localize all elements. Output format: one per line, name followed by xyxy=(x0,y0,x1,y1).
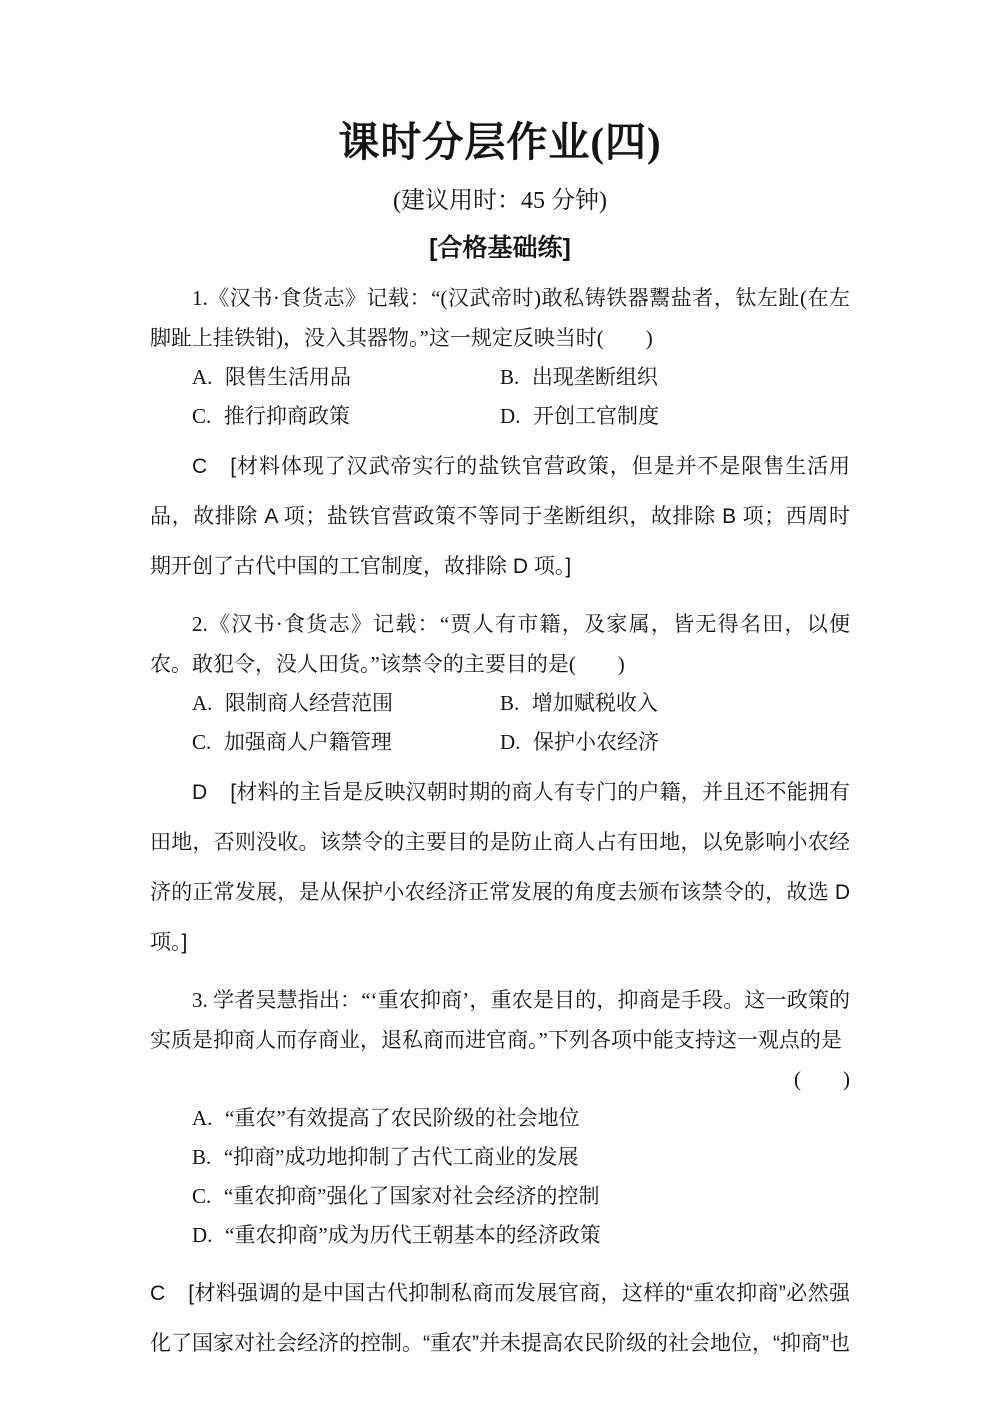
option-text: 增加赋税收入 xyxy=(531,691,658,715)
option-row xyxy=(150,397,850,436)
option-row xyxy=(150,358,850,397)
option-label: D. xyxy=(500,730,521,754)
option-text: 限制商人经营范围 xyxy=(225,691,394,715)
question-stem: 2.《汉书·食货志》记载：“贾人有市籍，及家属，皆无得名田，以便农。敢犯令，没人田货。”该禁令的主要目的是( ) xyxy=(150,612,850,676)
answer-explanation xyxy=(150,1269,850,1369)
option-label: A. xyxy=(192,1106,213,1130)
question-options xyxy=(150,1099,850,1255)
option-text: “抑商”成功地抑制了古代工商业的发展 xyxy=(223,1145,579,1169)
option-label: B. xyxy=(192,1145,212,1169)
question-stem: 3. 学者吴慧指出：“‘重农抑商’，重农是目的，抑商是手段。这一政策的实质是抑商人而存商业，退私商而进官商。”下列各项中能支持这一观点的是 xyxy=(150,988,850,1052)
option-text: “重农抑商”成为历代王朝基本的经济政策 xyxy=(225,1223,601,1247)
option-label: B. xyxy=(500,365,520,389)
option-label: D. xyxy=(500,404,521,428)
answer-letter: C xyxy=(192,455,208,478)
option-c xyxy=(150,723,500,762)
option-text: 出现垄断组织 xyxy=(531,365,658,389)
option-label: C. xyxy=(192,1184,212,1208)
option-d xyxy=(500,723,850,762)
option-b xyxy=(500,684,850,723)
option-label: C. xyxy=(192,730,212,754)
answer-blank-parentheses: ( ) xyxy=(794,1067,850,1091)
option-text: 保护小农经济 xyxy=(533,730,660,754)
option-label: B. xyxy=(500,691,520,715)
page-title: 课时分层作业(四) xyxy=(338,119,662,165)
answer-explanation xyxy=(150,768,850,968)
option-label: D. xyxy=(192,1223,213,1247)
option-text: 开创工官制度 xyxy=(533,404,660,428)
answer-letter: D xyxy=(192,781,208,804)
question-2 xyxy=(150,604,850,968)
option-text: 推行抑商政策 xyxy=(223,404,350,428)
section-label: [合格基础练] xyxy=(429,234,571,262)
option-a xyxy=(150,1099,850,1138)
option-b xyxy=(500,358,850,397)
option-label: A. xyxy=(192,365,213,389)
option-text: 限售生活用品 xyxy=(225,365,352,389)
option-d xyxy=(150,1216,850,1255)
option-text: “重农”有效提高了农民阶级的社会地位 xyxy=(225,1106,580,1130)
answer-text: [材料强调的是中国古代抑制私商而发展官商，这样的“重农抑商”必然强化了国家对社会经济的控制。“重农”并未提高农民阶级的社会地位，“抑商”也 xyxy=(150,1282,850,1355)
option-text: 加强商人户籍管理 xyxy=(223,730,392,754)
question-options xyxy=(150,684,850,762)
answer-text: [材料的主旨是反映汉朝时期的商人有专门的户籍，并且还不能拥有田地，否则没收。该禁令的主要目的是防止商人占有田地，以免影响小农经济的正常发展，是从保护小农经济正常发展的角度去颁布该禁令的，故选 D 项。] xyxy=(150,781,850,954)
option-row xyxy=(150,723,850,762)
answer-text: [材料体现了汉武帝实行的盐铁官营政策，但是并不是限售生活用品，故排除 A 项；盐铁官营政策不等同于垄断组织，故排除 B 项；西周时期开创了古代中国的工官制度，故排除 D 项。] xyxy=(150,455,850,578)
option-text: “重农抑商”强化了国家对社会经济的控制 xyxy=(223,1184,600,1208)
option-c xyxy=(150,1177,850,1216)
answer-letter: C xyxy=(150,1282,166,1305)
option-label: C. xyxy=(192,404,212,428)
question-1 xyxy=(150,278,850,592)
option-b xyxy=(150,1138,850,1177)
option-label: A. xyxy=(192,691,213,715)
question-options xyxy=(150,358,850,436)
option-a xyxy=(150,358,500,397)
question-stem: 1.《汉书·食货志》记载：“(汉武帝时)敢私铸铁器鬻盐者，钛左趾(在左脚趾上挂铁钳)，没入其器物。”这一规定反映当时( ) xyxy=(150,286,850,350)
option-c xyxy=(150,397,500,436)
suggested-time: (建议用时：45 分钟) xyxy=(393,188,607,214)
option-d xyxy=(500,397,850,436)
option-a xyxy=(150,684,500,723)
option-row xyxy=(150,684,850,723)
answer-explanation xyxy=(150,442,850,592)
question-3 xyxy=(150,980,850,1369)
